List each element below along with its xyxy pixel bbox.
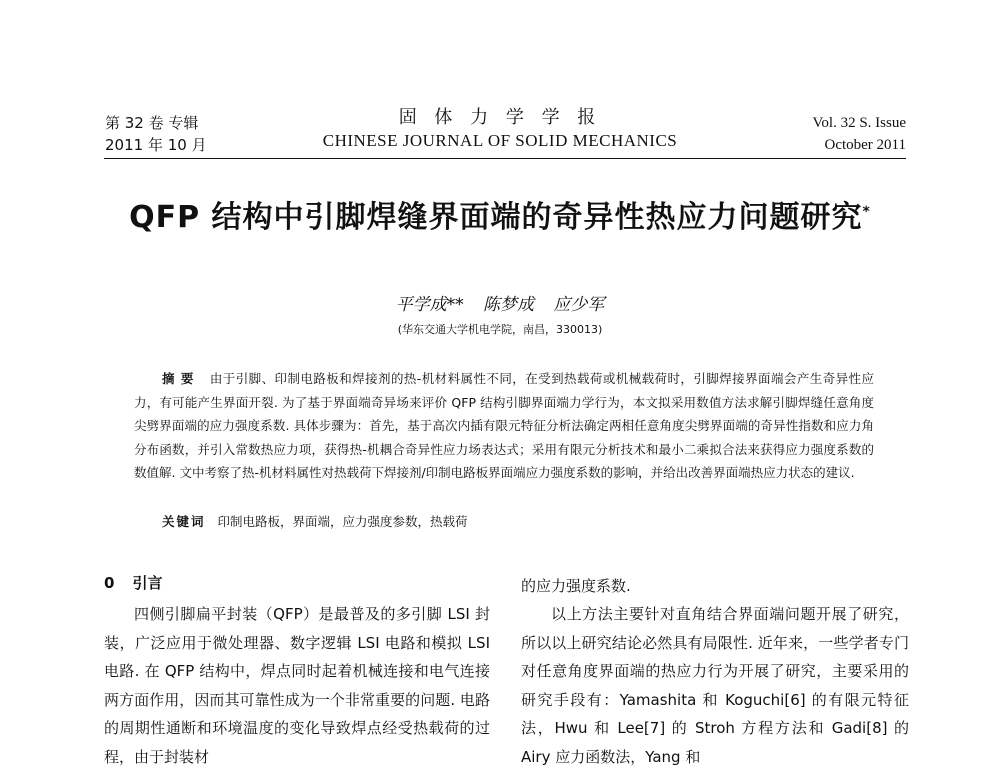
abstract-label: 摘要	[162, 371, 200, 386]
abstract	[134, 367, 874, 485]
author-list: 平学成** 陈梦成 应少军	[395, 295, 605, 315]
journal-title-cn: 固 体 力 学 学 报	[398, 107, 602, 128]
volume-en: Vol. 32 S. Issue	[812, 115, 906, 131]
right-column	[521, 572, 909, 771]
intro-paragraph: 四侧引脚扁平封装（QFP）是最普及的多引脚 LSI 封装，广泛应用于微处理器、数字逻辑 LSI 电路和模拟 LSI 电路. 在 QFP 结构中，焊点同时起着机械连接和电气连接两方面作用，因而其可靠性成为一个非常重要的问题. 电路的周期性通断和环境温度的变化导致焊点经受热载荷的过程，由于封装材	[104, 605, 490, 766]
left-column	[104, 572, 490, 771]
paper-title-text: QFP 结构中引脚焊缝界面端的奇异性热应力问题研究	[129, 200, 863, 235]
header-volume-info-en	[813, 112, 907, 156]
section-title: 引言	[132, 574, 163, 592]
date-en: October 2011	[824, 137, 906, 153]
journal-title-en: CHINESE JOURNAL OF SOLID MECHANICS	[322, 131, 678, 150]
title-footnote-mark: *	[862, 204, 871, 220]
keywords	[162, 512, 468, 530]
abstract-text: 由于引脚、印制电路板和焊接剂的热-机材料属性不同，在受到热载荷或机械载荷时，引脚焊接界面端会产生奇异性应力，有可能产生界面开裂. 为了基于界面端奇异场来评价 QFP 结构引脚界面端力学行为，本文拟采用数值方法求解引脚焊缝任意角度尖劈界面端的应力强度系数. 具体步骤为：首先，基于高次内插有限元特征分析法确定两相任意角度尖劈界面端的奇异性指数和应力角分布函数，并引入常数热应力项，获得热-机耦合奇异性应力场表达式；采用有限元分析技术和最小二乘拟合法来获得应力强度系数的数值解. 文中考察了热-机材料属性对热载荷下焊接剂/印制电路板界面端应力强度系数的影响，并给出改善界面端热应力状态的建议.	[134, 371, 874, 480]
section-heading	[104, 572, 490, 600]
continuation-line: 的应力强度系数.	[521, 577, 631, 595]
section-number: 0	[104, 574, 115, 592]
date-cn: 2011 年 10 月	[105, 136, 207, 154]
volume-cn: 第 32 卷 专辑	[105, 114, 199, 132]
paper-title	[0, 192, 1000, 236]
right-paragraph: 以上方法主要针对直角结合界面端问题开展了研究，所以以上研究结论必然具有局限性. 近年来，一些学者专门对任意角度界面端的热应力行为开展了研究，主要采用的研究手段有：Yamashita 和 Koguchi[6] 的有限元特征法，Hwu 和 Lee[7] 的 Stroh 方程方法和 Gadi[8] 的 Airy 应力函数法，Yang 和	[521, 605, 909, 766]
affiliation: (华东交通大学机电学院，南昌，330013)	[397, 323, 603, 336]
keywords-text: 印制电路板，界面端，应力强度参数，热载荷	[217, 514, 468, 529]
keywords-label: 关键词	[162, 514, 206, 529]
header-rule	[104, 158, 906, 159]
